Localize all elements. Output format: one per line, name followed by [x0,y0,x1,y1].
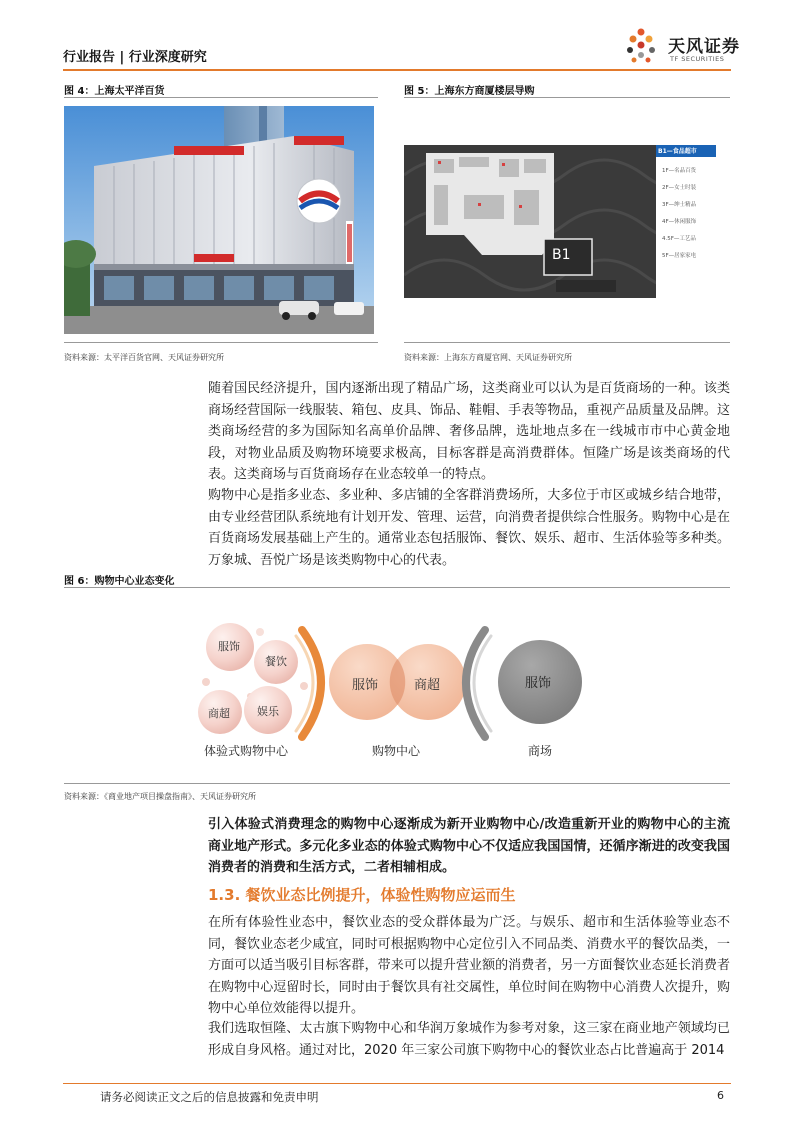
logo-text-cn: 天风证券 [668,37,740,57]
format-item: 餐饮 [265,655,287,668]
floor-guide-item: 4F—休闲服饰 [662,219,697,225]
report-category: 行业报告 | 行业深度研究 [63,50,207,65]
figure4-rule [64,97,378,98]
section-heading: 1.3. 餐饮业态比例提升，体验性购物应运而生 [208,886,516,904]
figure6-rule [64,587,730,588]
floor-guide-b1-label: B1 [552,247,571,263]
floor-guide-item: 3F—绅士精品 [662,202,697,208]
figure4-caption: 图 4：上海太平洋百货 [64,86,165,97]
shopping-center-label: 购物中心 [372,744,421,758]
retail-format-evolution-diagram [190,612,610,772]
department-store-label: 商场 [528,744,553,758]
paragraph-reference-companies: 我们选取恒隆、太古旗下购物中心和华润万象城作为参考对象，这三家在商业地产领域均已形成自身风格。通过对比，2020 年三家公司旗下购物中心的餐饮业态占比普遍高于 2014 [208,1021,730,1058]
footer-divider [63,1083,731,1084]
header-divider [63,69,731,71]
floor-guide-item: 4.5F—工艺品 [662,236,696,242]
paragraph-dining-format: 在所有体验性业态中，餐饮业态的受众群体最为广泛。与娱乐、超市和生活体验等业态不同，餐饮业态老少咸宜，同时可根据购物中心定位引入不同品类、消费水平的餐饮品类，一方面可以适当吸引目标客群，带来可以提升营业额的消费者，另一方面餐饮业态延长消费者在购物中心逗留时长，同时由于餐饮具有社交属性，单位时间在购物中心消费人次提升，购物中心单位效能得以提升。 [208,915,730,1016]
figure5-bottom-rule [404,342,730,343]
format-item: 服饰 [218,640,240,653]
figure4-source: 资料来源：太平洋百货官网、天风证券研究所 [64,353,224,362]
figure6-caption: 图 6：购物中心业态变化 [64,576,175,587]
format-item: 服饰 [352,678,379,693]
figure5-source: 资料来源：上海东方商厦官网、天风证券研究所 [404,353,572,362]
floor-guide-image [404,145,716,298]
figure6-bottom-rule [64,783,730,784]
floor-guide-panel-title: B1—食品超市 [658,148,697,155]
figure4-bottom-rule [64,342,378,343]
format-item: 服饰 [525,676,552,691]
format-item: 娱乐 [257,705,279,718]
figure5-caption: 图 5：上海东方商厦楼层导购 [404,86,535,97]
page-number: 6 [717,1089,724,1102]
paragraph-boutique-plaza: 随着国民经济提升，国内逐渐出现了精品广场，这类商业可以认为是百货商场的一种。该类商场经营国际一线服装、箱包、皮具、饰品、鞋帽、手表等物品，重视产品质量及品牌。这类商场经营的多为国际知名高单价品牌、奢侈品牌，选址地点多在一线城市市中心黄金地段，对物业品质及购物环境要求极高，目标客群是高消费群体。恒隆广场是该类商场的代表。这类商场与百货商场存在业态较单一的特点。 [208,381,730,482]
figure6-source: 资料来源：《商业地产项目操盘指南》、天风证券研究所 [64,792,256,801]
format-item: 商超 [414,678,441,693]
floor-guide-item: 2F—女士时装 [662,185,697,191]
paragraph-experiential-summary: 引入体验式消费理念的购物中心逐渐成为新开业购物中心/改造重新开业的购物中心的主流商业地产形式。多元化多业态的体验式购物中心不仅适应我国国情，还循序渐进的改变我国消费者的消费和生活方式，二者相辅相成。 [208,817,730,875]
figure5-rule [404,97,730,98]
experiential-mall-label: 体验式购物中心 [204,744,289,758]
paragraph-shopping-center: 购物中心是指多业态、多业种、多店铺的全客群消费场所，大多位于市区或城乡结合地带，由专业经营团队系统地有计划开发、管理、运营，向消费者提供综合性服务。购物中心是在百货商场发展基础上产生的。通常业态包括服饰、餐饮、娱乐、超市、生活体验等多种类。万象城、吾悦广场是该类购物中心的代表。 [208,488,730,568]
format-item: 商超 [208,707,230,720]
floor-guide-list [662,163,696,265]
floor-guide-item: 1F—名品百货 [662,168,697,174]
logo-text-en: TF SECURITIES [670,55,725,63]
pacific-department-store-photo [64,106,374,334]
floor-guide-item: 5F—居家家电 [662,253,697,259]
footer-disclaimer: 请务必阅读正文之后的信息披露和免责申明 [100,1090,319,1104]
